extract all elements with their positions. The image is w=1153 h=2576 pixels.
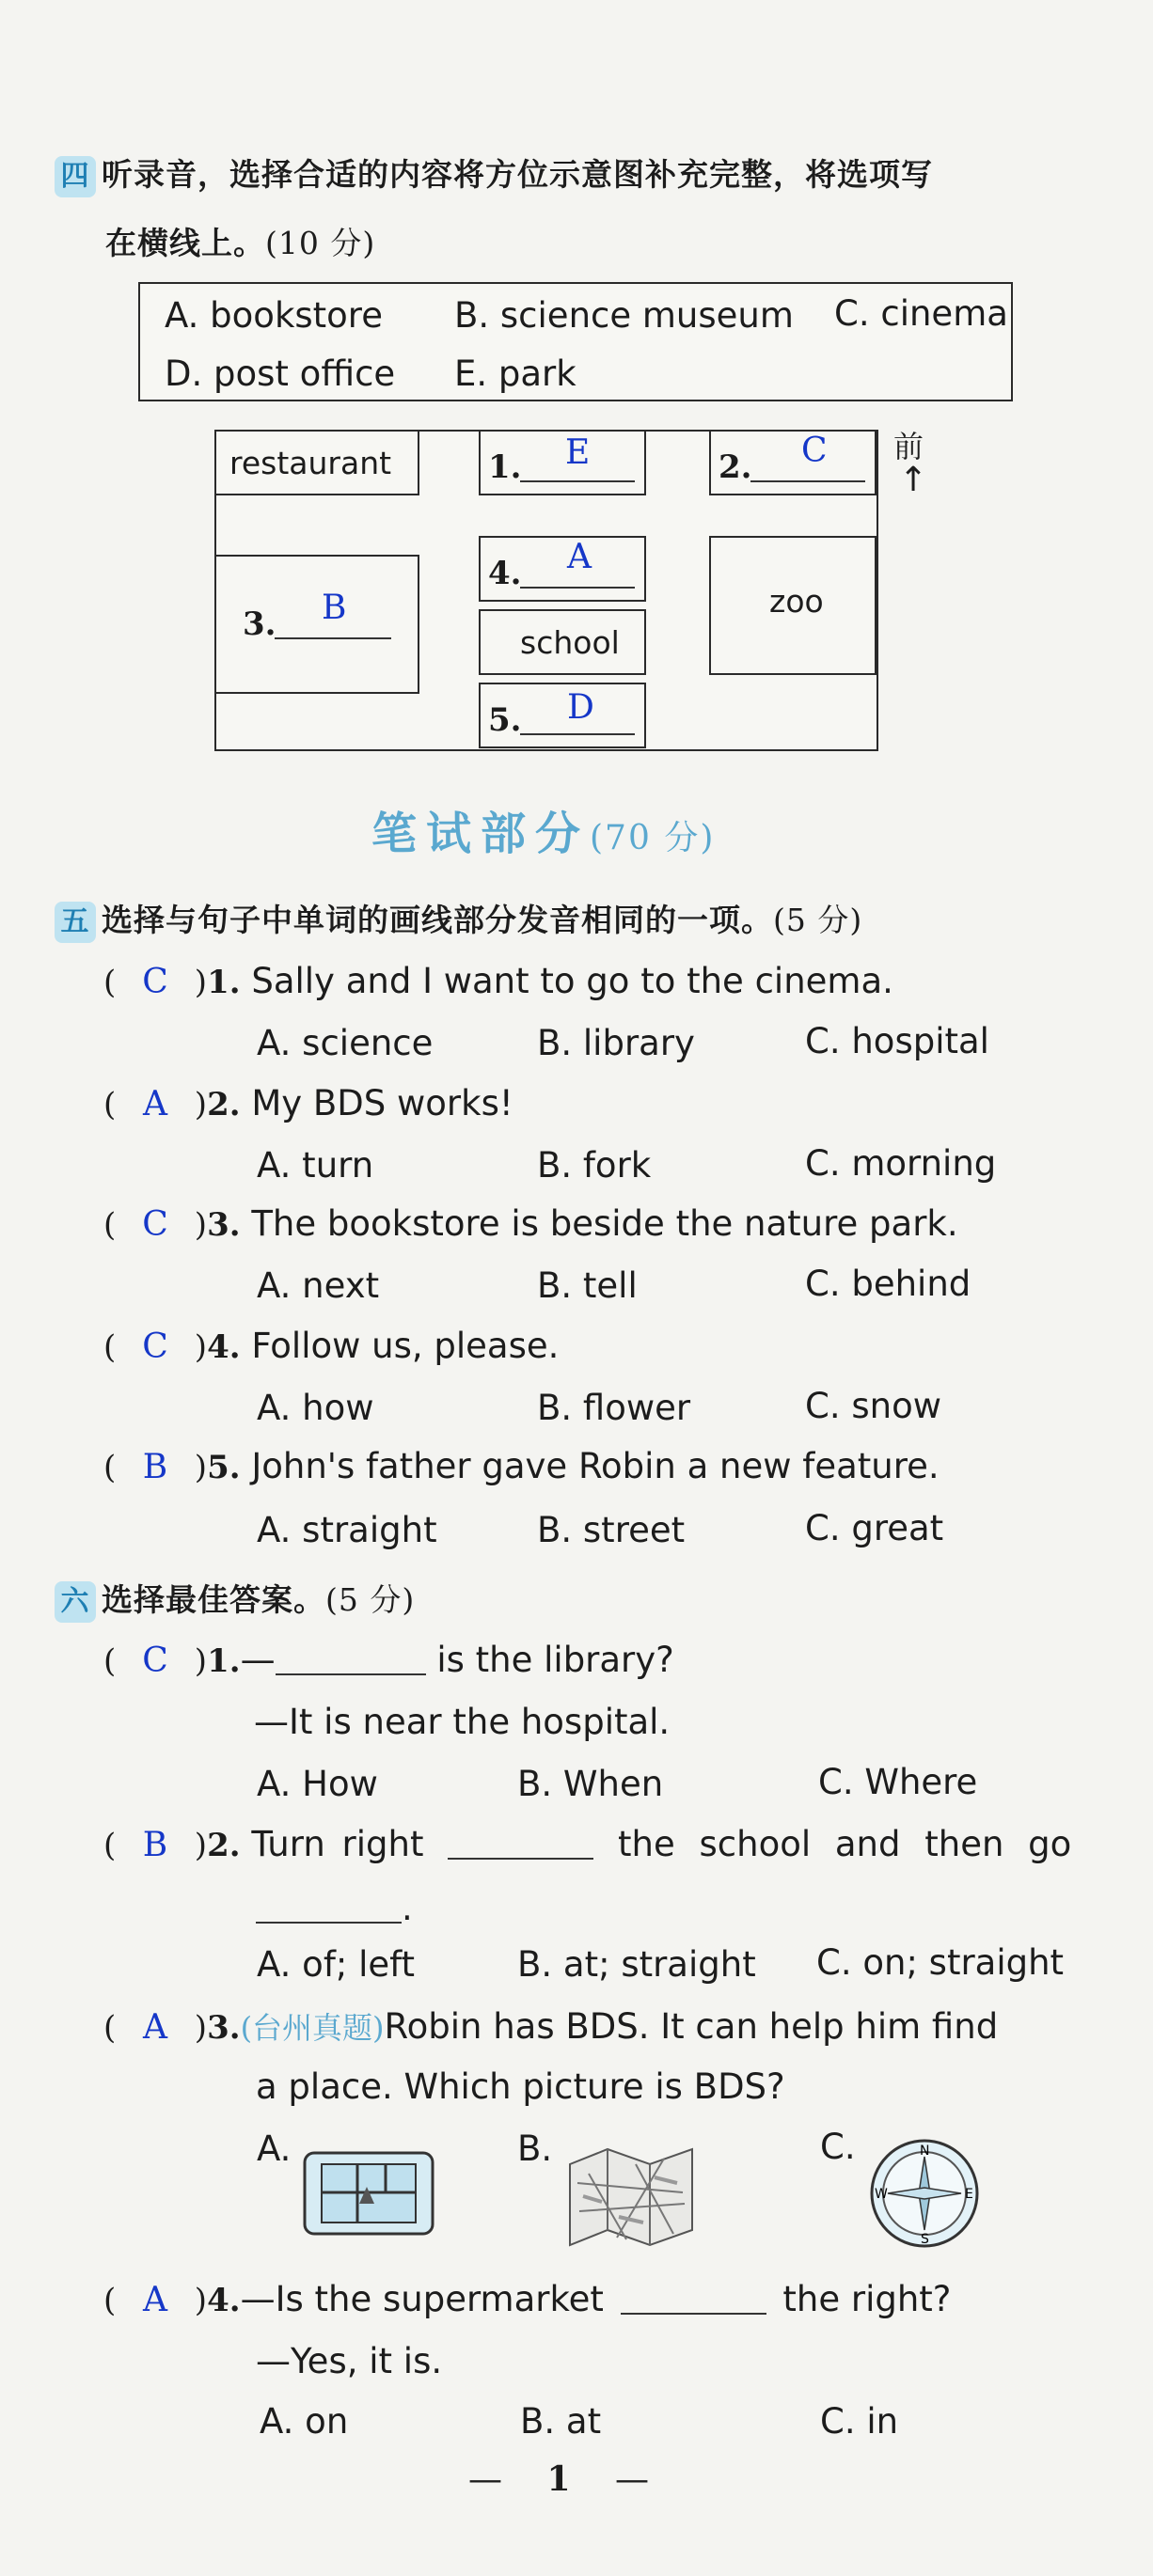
map-cell-2: [709, 430, 877, 495]
map-cell-3: [214, 555, 419, 694]
s6-q4-answer: A: [143, 2281, 168, 2319]
section-4-line2: 在横线上。: [105, 225, 265, 261]
blank-3-line: [275, 637, 391, 639]
section-4-heading-line2: [105, 219, 375, 263]
option-e: E. park: [454, 353, 576, 394]
s5-q1-option-c: C. hospital: [805, 1021, 989, 1061]
s6-q1-option-c: C. Where: [818, 1762, 978, 1802]
section-5-badge: 五: [55, 902, 96, 943]
section-5-heading: [55, 896, 862, 943]
s5-q2-answer: A: [143, 1085, 168, 1123]
s5-q5-option-c: C. great: [805, 1508, 944, 1548]
s6-q3-text: Robin has BDS. It can help him find: [384, 2006, 999, 2047]
s5-q3-text: The bookstore is beside the nature park.: [251, 1203, 958, 1244]
s6-question-4: ( A )4.—Is the supermarket the right?: [103, 2279, 952, 2319]
s6-q4-number: 4.: [207, 2282, 241, 2319]
compass-e-label: E: [965, 2187, 973, 2202]
map-cell-4: [479, 536, 646, 602]
s6-q2-answer: B: [142, 1826, 168, 1864]
section-4-badge: 四: [55, 156, 96, 197]
s6-q1-option-a: A. How: [257, 1764, 378, 1804]
s6-q2-end: .: [402, 1888, 413, 1928]
blank-4-number: 4.: [488, 555, 522, 592]
section-4-heading: [55, 150, 933, 197]
s5-q3-number: 3.: [207, 1206, 241, 1244]
s5-q4-option-c: C. snow: [805, 1386, 941, 1426]
s6-q4-reply: —Yes, it is.: [256, 2341, 443, 2381]
s6-q3-text-line2: a place. Which picture is BDS?: [256, 2066, 785, 2107]
s6-q1-blank: [276, 1645, 426, 1675]
s6-q2-option-a: A. of; left: [257, 1944, 415, 1985]
s5-q4-number: 4.: [207, 1328, 241, 1366]
section-4-line1: 听录音，选择合适的内容将方位示意图补充完整，将选项写: [102, 156, 933, 193]
s6-q1-reply: —It is near the hospital.: [254, 1702, 671, 1742]
compass-s-label: S: [921, 2232, 929, 2247]
s5-q4-option-a: A. how: [257, 1388, 374, 1428]
section-5-title: 选择与句子中单词的画线部分发音相同的一项。: [102, 902, 773, 938]
written-part-title: [371, 797, 715, 862]
s6-q2-line2: [256, 1888, 413, 1928]
s6-q2-pre: Turn right: [251, 1824, 424, 1864]
zoo-label: zoo: [769, 583, 824, 620]
section-4-points: (10 分): [265, 225, 376, 261]
written-title-text: 笔试部分: [371, 808, 591, 860]
s6-q1-number: 1.: [207, 1642, 241, 1680]
s5-q2-text: My BDS works!: [251, 1083, 513, 1123]
map-cell-5: [479, 683, 646, 748]
option-d: D. post office: [165, 353, 396, 394]
s6-q2-option-c: C. on; straight: [816, 1942, 1065, 1983]
option-a: A. bookstore: [165, 295, 383, 336]
s6-q3-source-tag: (台州真题): [240, 2010, 385, 2046]
s5-question-3: ( C )3. The bookstore is beside the nature park.: [103, 1203, 958, 1244]
blank-2-line: [750, 480, 865, 482]
front-direction-label: 前: [893, 429, 924, 464]
s5-q5-option-b: B. street: [537, 1510, 686, 1550]
s5-q3-option-c: C. behind: [805, 1264, 971, 1304]
s6-q2-blank-1: [448, 1830, 593, 1860]
s5-q1-option-a: A. science: [257, 1023, 434, 1063]
map-cell-zoo: [709, 536, 877, 675]
s5-q4-text: Follow us, please.: [251, 1326, 560, 1366]
paper-map-picture: [561, 2136, 702, 2249]
s5-question-4: ( C )4. Follow us, please.: [103, 1326, 560, 1366]
section-5-points: (5 分): [773, 902, 863, 938]
s6-q4-option-a: A. on: [260, 2401, 349, 2442]
s6-q4-option-c: C. in: [820, 2401, 899, 2442]
blank-1-answer: E: [565, 433, 591, 472]
compass-picture: [867, 2136, 982, 2251]
section-6-title: 选择最佳答案。: [102, 1581, 325, 1618]
page-number-footer: [468, 2459, 649, 2499]
page-number: 1: [546, 2459, 571, 2499]
compass-n-label: N: [920, 2144, 930, 2159]
s5-question-2: ( A )2. My BDS works!: [103, 1083, 513, 1123]
map-cell-school: [479, 609, 646, 675]
s5-q4-option-b: B. flower: [537, 1388, 691, 1428]
s5-q1-number: 1.: [207, 964, 241, 1001]
s6-q3-number: 3.: [207, 2009, 241, 2047]
blank-3-answer: B: [322, 589, 347, 627]
s6-q2-blank-2: [256, 1893, 402, 1924]
blank-5-line: [520, 733, 635, 735]
s6-q3-option-c: C.: [820, 2127, 856, 2167]
s5-q2-option-c: C. morning: [805, 1143, 997, 1184]
footer-dash-left: —: [468, 2460, 502, 2499]
map-cell-1: [479, 430, 646, 495]
s5-question-5: ( B )5. John's father gave Robin a new feature.: [103, 1446, 940, 1486]
s6-q1-answer: C: [142, 1641, 168, 1680]
s6-q2-option-b: B. at; straight: [517, 1944, 756, 1985]
written-points: (70 分): [590, 819, 716, 857]
blank-1-line: [520, 480, 635, 482]
s5-question-1: ( C )1. Sally and I want to go to the cinema.: [103, 961, 893, 1001]
compass-w-label: W: [875, 2187, 888, 2202]
s6-q1-option-b: B. When: [517, 1764, 664, 1804]
blank-5-answer: D: [567, 688, 594, 727]
s5-q5-option-a: A. straight: [257, 1510, 437, 1550]
s5-q2-option-b: B. fork: [537, 1145, 652, 1186]
section-6-badge: 六: [55, 1581, 96, 1623]
s6-q1-text: is the library?: [436, 1640, 674, 1680]
s6-q3-option-b: B.: [517, 2128, 553, 2169]
s5-q5-text: John's father gave Robin a new feature.: [251, 1446, 940, 1486]
navigation-device-picture: [301, 2145, 438, 2239]
s6-q3-answer: A: [143, 2008, 168, 2047]
s5-q5-number: 5.: [207, 1449, 241, 1486]
school-label: school: [520, 624, 620, 661]
s5-q5-answer: B: [142, 1448, 168, 1486]
options-box: [138, 282, 1013, 401]
s5-q1-text: Sally and I want to go to the cinema.: [251, 961, 893, 1001]
map-cell-restaurant: [214, 430, 419, 495]
s6-question-1: ( C )1.— is the library?: [103, 1640, 674, 1680]
section-6-heading: [55, 1576, 415, 1623]
s6-question-3: ( A )3.(台州真题)Robin has BDS. It can help him find: [103, 2006, 999, 2047]
blank-4-line: [520, 587, 635, 589]
s5-q2-option-a: A. turn: [257, 1145, 374, 1186]
s5-q3-answer: C: [142, 1205, 168, 1244]
s6-q1-dash: —: [240, 1640, 276, 1680]
s6-q4-post: the right?: [782, 2279, 952, 2319]
blank-3-number: 3.: [243, 605, 276, 643]
s6-q3-option-a: A.: [257, 2128, 292, 2169]
option-c: C. cinema: [834, 293, 1008, 334]
s5-q3-option-b: B. tell: [537, 1265, 638, 1306]
s5-q3-option-a: A. next: [257, 1265, 380, 1306]
option-b: B. science museum: [454, 295, 794, 336]
s6-q4-blank: [621, 2285, 766, 2315]
s6-q4-option-b: B. at: [520, 2401, 602, 2442]
section-6-points: (5 分): [325, 1581, 416, 1618]
s5-q2-number: 2.: [207, 1086, 241, 1123]
restaurant-label: restaurant: [229, 445, 392, 481]
blank-2-number: 2.: [719, 448, 752, 486]
s6-q4-pre: —Is the supermarket: [240, 2279, 604, 2319]
s5-q1-answer: C: [142, 963, 168, 1001]
s6-q2-number: 2.: [207, 1827, 241, 1864]
s6-q2-mid: the school and then go: [618, 1824, 1072, 1864]
s5-q4-answer: C: [142, 1327, 168, 1366]
blank-5-number: 5.: [488, 701, 522, 739]
footer-dash-right: —: [614, 2460, 649, 2499]
blank-2-answer: C: [801, 432, 828, 470]
up-arrow-icon: ↑: [899, 461, 928, 499]
s5-q1-option-b: B. library: [537, 1023, 695, 1063]
s6-question-2: ( B )2. Turn right the school and then go: [103, 1824, 1072, 1864]
blank-1-number: 1.: [488, 448, 522, 486]
blank-4-answer: A: [567, 538, 592, 576]
